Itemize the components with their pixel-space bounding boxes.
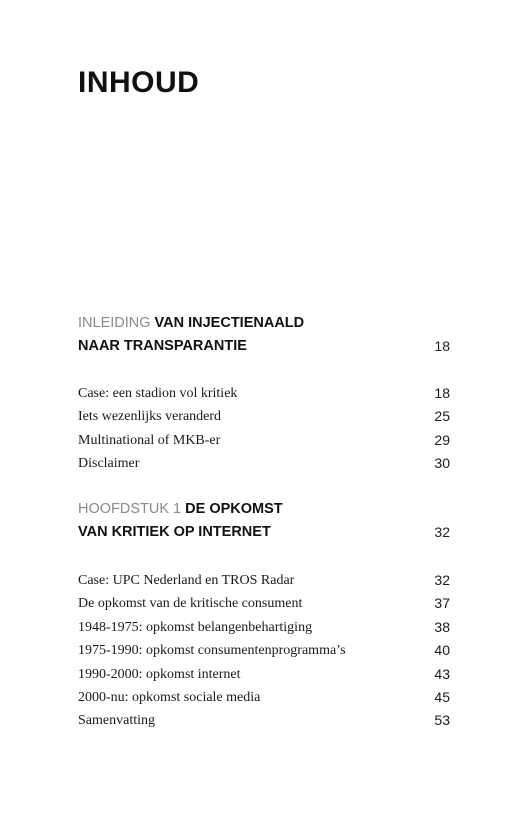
page-title: INHOUD bbox=[78, 66, 200, 99]
toc-entry-page: 37 bbox=[434, 595, 450, 612]
toc-entry-text: De opkomst van de kritische consument bbox=[78, 596, 303, 612]
toc-entry bbox=[78, 663, 450, 686]
toc-entry bbox=[78, 405, 450, 428]
toc-entry-text: 1990-2000: opkomst internet bbox=[78, 666, 241, 682]
toc-entry-text: 1975-1990: opkomst consumentenprogramma’s bbox=[78, 643, 346, 659]
section-title-line1: VAN INJECTIENAALD bbox=[154, 315, 305, 331]
toc-entry bbox=[78, 569, 450, 592]
toc-entry-text: Iets wezenlijks veranderd bbox=[78, 409, 222, 425]
toc-entry-page: 18 bbox=[434, 385, 450, 401]
section-heading-inleiding bbox=[78, 312, 450, 358]
toc-entry-text: Disclaimer bbox=[78, 456, 140, 472]
toc-entry-text: Case: UPC Nederland en TROS Radar bbox=[78, 573, 295, 588]
toc-entry bbox=[78, 709, 450, 732]
toc-entry-text: 1948-1975: opkomst belangenbehartiging bbox=[78, 619, 313, 635]
section-label: HOOFDSTUK 1 bbox=[78, 501, 182, 517]
toc-entry bbox=[78, 382, 450, 405]
section-page-number: 32 bbox=[434, 524, 450, 540]
toc-entry-page: 29 bbox=[434, 431, 450, 448]
toc-entry-text: Multinational of MKB-er bbox=[78, 432, 221, 448]
section-title-line2: VAN KRITIEK OP INTERNET bbox=[78, 524, 271, 540]
section-label: INLEIDING bbox=[78, 315, 151, 331]
toc-entry bbox=[78, 452, 450, 475]
section-page-number: 18 bbox=[434, 338, 450, 354]
toc-entry-page: 38 bbox=[434, 618, 450, 635]
toc-entry-page: 30 bbox=[434, 455, 450, 472]
toc-entry bbox=[78, 686, 450, 709]
toc-entry-page: 43 bbox=[434, 665, 450, 682]
toc-entry-text: Case: een stadion vol kritiek bbox=[78, 386, 238, 401]
toc-list-inleiding bbox=[78, 382, 450, 476]
section-heading-hoofdstuk-1 bbox=[78, 498, 450, 544]
toc-entry-page: 32 bbox=[434, 572, 450, 588]
toc-entry-text: 2000-nu: opkomst sociale media bbox=[78, 689, 261, 705]
toc-entry bbox=[78, 616, 450, 639]
toc-entry-page: 25 bbox=[434, 408, 450, 425]
toc-entry-text: Samenvatting bbox=[78, 713, 155, 729]
toc-list-hoofdstuk-1 bbox=[78, 569, 450, 733]
toc-entry bbox=[78, 592, 450, 615]
toc-entry-page: 40 bbox=[434, 642, 450, 659]
section-title-line2: NAAR TRANSPARANTIE bbox=[78, 338, 247, 354]
toc-entry bbox=[78, 639, 450, 662]
toc-entry-page: 45 bbox=[434, 688, 450, 705]
toc-entry bbox=[78, 429, 450, 452]
section-title-line1: DE OPKOMST bbox=[185, 501, 283, 517]
toc-entry-page: 53 bbox=[434, 712, 450, 729]
